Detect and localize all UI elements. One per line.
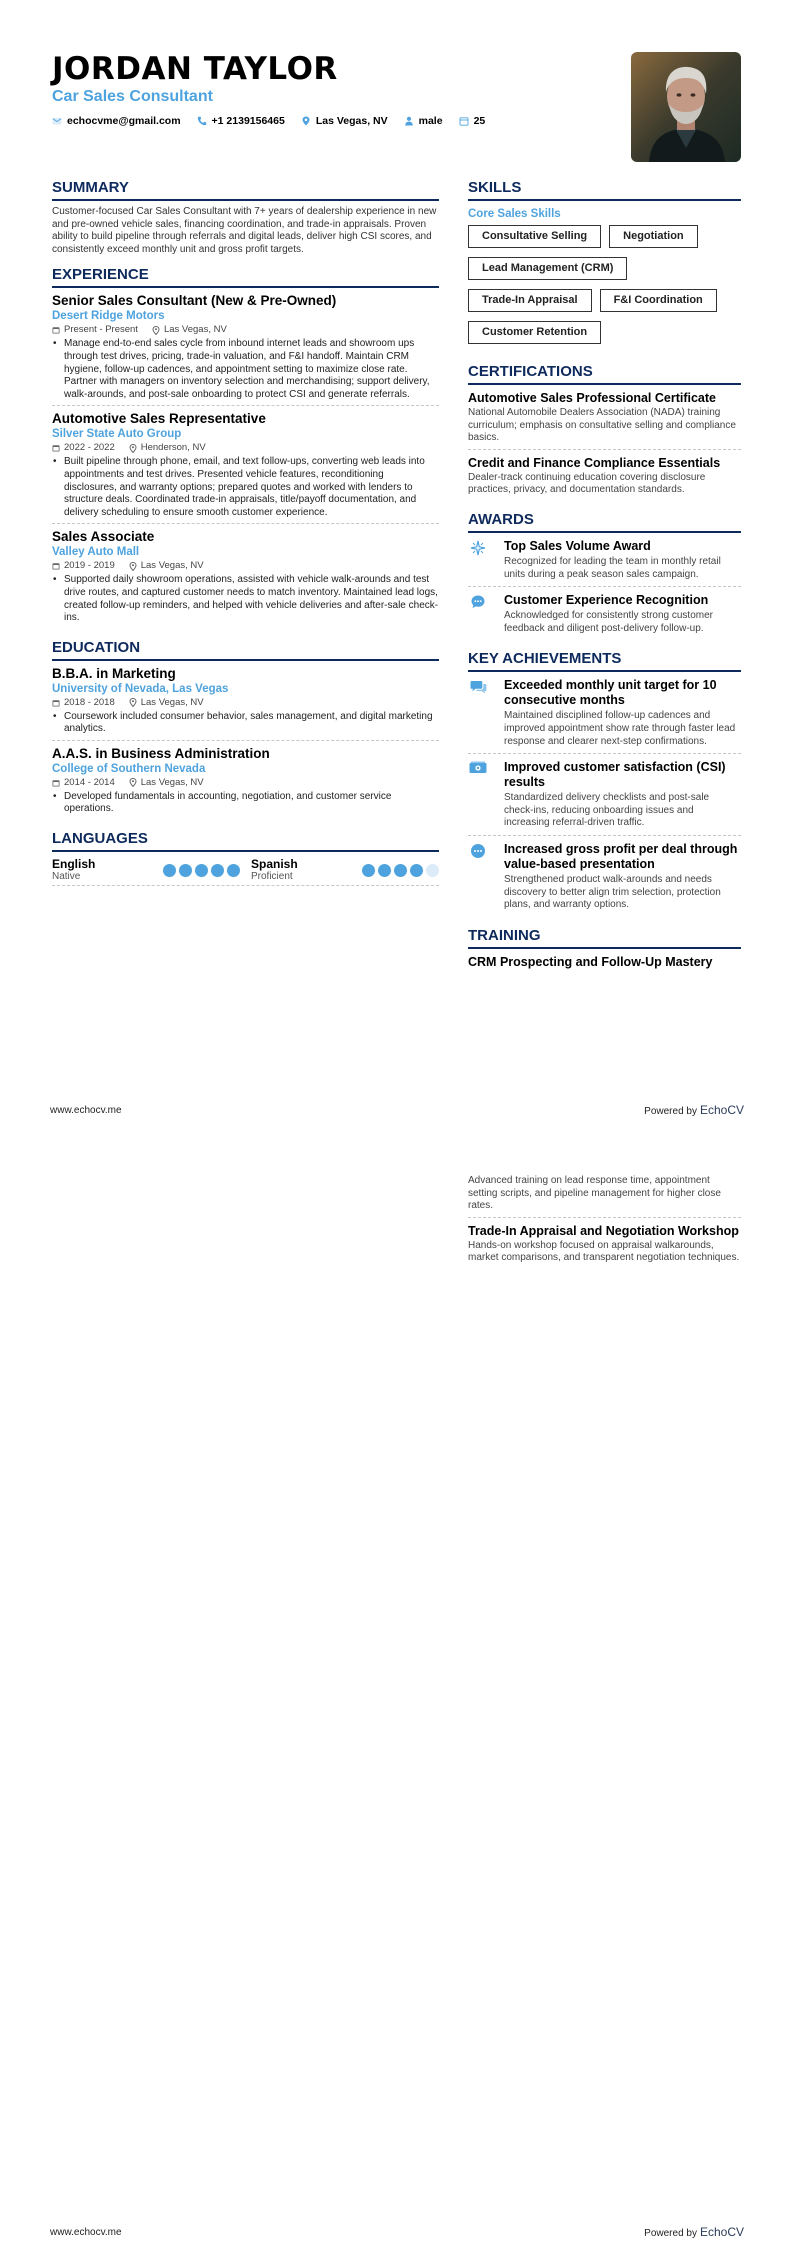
entry-meta [52, 442, 439, 454]
rating-dot-filled [362, 864, 375, 877]
resume-header [52, 52, 612, 128]
entry-bullets [52, 456, 439, 519]
money-icon [468, 761, 488, 781]
end-date: 2022 [93, 442, 115, 454]
location-text: Henderson, NV [140, 442, 206, 454]
location-text: Las Vegas, NV [140, 696, 204, 708]
calendar-icon [52, 779, 60, 787]
award-item [468, 533, 741, 587]
contact-row [52, 114, 612, 128]
calendar-icon [52, 326, 60, 334]
bullet-item: • Manage end-to-end sales cycle from inbound internet leads and showroom ups through test drives, pricing, trade-in valuation, and F&I handoff. Maintain CRM hygiene, follow-up cadences, and appointment setting to maximize close rate. Partner with managers on inventory selection and merchandising; support delivery, walk-arounds, and post-sale onboarding to protect CSI and generate referrals. [52, 338, 439, 401]
training-item [468, 1218, 741, 1269]
contact-age [459, 114, 486, 128]
entry-organization: University of Nevada, Las Vegas [52, 682, 229, 695]
map-pin-icon [129, 444, 137, 453]
contact-phone[interactable] [197, 114, 285, 128]
start-date: 2018 [64, 696, 86, 708]
entry-dates: 2019 - 2019 [52, 560, 115, 572]
experience-entry [52, 524, 439, 628]
end-date: Present [105, 324, 138, 336]
language-name: Spanish [251, 857, 298, 872]
training-item-continued [468, 1175, 741, 1218]
certifications-heading: CERTIFICATIONS [468, 363, 741, 385]
rating-dot-filled [211, 864, 224, 877]
certification-desc: Dealer-track continuing education covering disclosure practices, privacy, and documentation standards. [468, 471, 706, 496]
rating-dot-filled [378, 864, 391, 877]
start-date: Present [64, 324, 97, 336]
entry-title: B.B.A. in Marketing [52, 665, 176, 681]
entry-title: Automotive Sales Representative [52, 411, 266, 427]
rating-dot-filled [394, 864, 407, 877]
rating-dot-filled [410, 864, 423, 877]
education-entry [52, 741, 439, 820]
summary-text: Customer-focused Car Sales Consultant with 7+ years of dealership experience in new and pre-owned vehicle sales, financing coordination, and trade-in appraisals. Proven ability to build pipeline through referrals and digital leads, deliver high CSI scores, and consistently exceed monthly unit and gross profit targets. [52, 206, 437, 255]
map-pin-icon [301, 116, 311, 126]
certification-item [468, 450, 741, 501]
education-heading: EDUCATION [52, 639, 439, 661]
skill-tag: Lead Management (CRM) [468, 257, 627, 280]
brand-logo[interactable]: EchoCV [699, 2225, 744, 2239]
location-text: Las Vegas, NV [315, 115, 388, 127]
calendar-icon [52, 444, 60, 452]
achievement-item [468, 836, 741, 917]
entry-bullets [52, 791, 439, 816]
entry-location [129, 697, 204, 709]
profile-photo [631, 52, 741, 162]
entry-organization: Valley Auto Mall [52, 546, 140, 559]
bullet-item: • Developed fundamentals in accounting, negotiation, and customer service operations. [52, 791, 439, 816]
skill-tag: Consultative Selling [468, 225, 601, 248]
entry-organization: Desert Ridge Motors [52, 310, 165, 323]
training-title: CRM Prospecting and Follow-Up Mastery [468, 954, 713, 969]
certification-title: Automotive Sales Professional Certificate [468, 391, 716, 405]
gender-text: male [418, 115, 443, 127]
language-item [251, 857, 439, 883]
skills-group-title: Core Sales Skills [468, 208, 561, 220]
training-desc: Advanced training on lead response time, appointment setting scripts, and pipeline management for higher close rates. [468, 1175, 721, 1212]
languages-section [52, 830, 439, 886]
award-desc: Acknowledged for consistently strong customer feedback and diligent post-delivery follow-up. [504, 610, 713, 634]
language-rating [359, 864, 439, 877]
certification-desc: National Automobile Dealers Association (NADA) training curriculum; emphasis on consultative selling and compliance basics. [468, 407, 736, 444]
powered-by-text: Powered by [644, 1106, 697, 1117]
end-date: 2014 [93, 776, 115, 788]
award-desc: Recognized for leading the team in monthly retail units during a peak season sales campaign. [504, 555, 721, 580]
entry-organization: Silver State Auto Group [52, 428, 182, 441]
map-pin-icon [129, 778, 137, 787]
envelope-icon [52, 116, 62, 126]
bullet-item: • Coursework included consumer behavior, sales management, and digital marketing analytics. [52, 711, 439, 736]
end-date: 2019 [93, 560, 115, 572]
rating-dot-empty [426, 864, 439, 877]
entry-title: Senior Sales Consultant (New & Pre-Owned) [52, 293, 337, 309]
job-title: Car Sales Consultant [52, 88, 213, 105]
powered-by [644, 1103, 744, 1117]
left-column [52, 179, 439, 896]
language-name: English [52, 857, 96, 872]
achievement-title: Improved customer satisfaction (CSI) results [504, 760, 726, 790]
rating-dot-filled [227, 864, 240, 877]
entry-dates: 2022 - 2022 [52, 442, 115, 454]
awards-section [468, 511, 741, 640]
achievement-item [468, 672, 741, 754]
summary-section [52, 179, 439, 256]
entry-dates: 2018 - 2018 [52, 697, 115, 709]
contact-location [301, 114, 388, 128]
start-date: 2019 [64, 560, 86, 572]
chat-bubble-icon [468, 594, 488, 614]
right-column [468, 179, 741, 984]
entry-meta [52, 324, 439, 336]
experience-section [52, 266, 439, 628]
language-level: Proficient [251, 871, 293, 883]
skill-tags [468, 225, 741, 353]
languages-heading: LANGUAGES [52, 830, 439, 852]
powered-by-text: Powered by [644, 2228, 697, 2239]
training-heading: TRAINING [468, 927, 741, 949]
certifications-section [468, 363, 741, 501]
entry-meta [52, 777, 439, 789]
awards-heading: AWARDS [468, 511, 741, 533]
skills-section [468, 179, 741, 353]
powered-by [644, 2225, 744, 2239]
skills-heading: SKILLS [468, 179, 741, 201]
bullet-item: • Built pipeline through phone, email, and text follow-ups, converting web leads into appointments and test drives. Presented vehicle features, reconditioning disclosures, and warranty options; prepared quotes and worked with lenders to structure deals. Coordinated trade-in appraisals, title/payoff documentation, and delivery scheduling to ensure smooth customer experience. [52, 456, 439, 519]
entry-location [152, 324, 227, 336]
end-date: 2018 [93, 696, 115, 708]
entry-bullets [52, 338, 439, 401]
certification-title: Credit and Finance Compliance Essentials [468, 455, 721, 470]
achievements-heading: KEY ACHIEVEMENTS [468, 650, 741, 672]
rating-dot-filled [179, 864, 192, 877]
contact-gender [404, 114, 443, 128]
map-pin-icon [152, 326, 160, 335]
entry-meta [52, 560, 439, 572]
website-link[interactable]: www.echocv.me [50, 1104, 122, 1116]
page-footer [50, 2225, 744, 2239]
location-text: Las Vegas, NV [140, 560, 204, 572]
email-text: echocvme@gmail.com [67, 115, 181, 127]
training-desc: Hands-on workshop focused on appraisal walkarounds, market comparisons, and transparent negotiation techniques. [468, 1239, 740, 1264]
education-entry [52, 661, 439, 741]
experience-entry [52, 406, 439, 524]
calendar-icon [459, 116, 469, 126]
entry-title: Sales Associate [52, 529, 155, 545]
experience-heading: EXPERIENCE [52, 266, 439, 288]
entry-title: A.A.S. in Business Administration [52, 745, 270, 761]
location-text: Las Vegas, NV [163, 324, 227, 336]
website-link[interactable]: www.echocv.me [50, 2226, 122, 2238]
education-section [52, 639, 439, 820]
map-pin-icon [129, 562, 137, 571]
entry-location [129, 560, 204, 572]
training-section [468, 927, 741, 974]
achievement-title: Increased gross profit per deal through value-based presentation [504, 841, 738, 871]
language-rating [160, 864, 240, 877]
phone-text: +1 2139156465 [211, 115, 285, 127]
entry-organization: College of Southern Nevada [52, 762, 206, 775]
skill-tag: F&I Coordination [600, 289, 717, 312]
award-title: Customer Experience Recognition [504, 593, 709, 608]
entry-bullets [52, 574, 439, 624]
contact-email[interactable] [52, 114, 181, 128]
award-item [468, 587, 741, 640]
skill-tag: Trade-In Appraisal [468, 289, 592, 312]
location-text: Las Vegas, NV [140, 776, 204, 788]
ellipsis-bubble-icon [468, 843, 488, 863]
person-icon [404, 116, 414, 126]
training-item [468, 949, 741, 974]
language-item [52, 857, 240, 883]
summary-heading: SUMMARY [52, 179, 439, 201]
candidate-name: JORDAN TAYLOR [52, 51, 338, 87]
rating-dot-filled [163, 864, 176, 877]
achievements-section [468, 650, 741, 916]
skill-tag: Negotiation [609, 225, 698, 248]
rating-dot-filled [195, 864, 208, 877]
languages-row [52, 852, 439, 886]
achievement-item [468, 754, 741, 836]
award-title: Top Sales Volume Award [504, 538, 651, 553]
training-continued [468, 1174, 741, 1269]
age-text: 25 [473, 115, 486, 127]
skill-tag: Customer Retention [468, 321, 601, 344]
entry-meta [52, 697, 439, 709]
entry-dates: 2014 - 2014 [52, 777, 115, 789]
achievement-desc: Standardized delivery checklists and post-sale check-ins, reducing onboarding issues and increasing referral-driven traffic. [504, 792, 710, 829]
bullet-item: • Supported daily showroom operations, assisted with vehicle walk-arounds and test drive routes, and captured customer needs to match inventory. Maintained lead logs, created follow-up reminders, and helped with vehicle deliveries and after-sale check-ins. [52, 574, 439, 624]
entry-location [129, 777, 204, 789]
phone-icon [197, 116, 207, 126]
entry-dates: Present - Present [52, 324, 138, 336]
start-date: 2014 [64, 776, 86, 788]
map-pin-icon [129, 698, 137, 707]
achievement-title: Exceeded monthly unit target for 10 consecutive months [504, 678, 717, 708]
training-title: Trade-In Appraisal and Negotiation Workshop [468, 1223, 739, 1238]
entry-bullets [52, 711, 439, 736]
achievement-desc: Strengthened product walk-arounds and needs discovery to better align trim selection, protection plans, and warranty options. [504, 873, 721, 911]
sparkle-icon [468, 540, 488, 560]
achievement-desc: Maintained disciplined follow-up cadences and improved appointment show rate through faster lead response and clearer next-step confirmations. [504, 710, 736, 747]
language-level: Native [52, 871, 81, 883]
chat-bubbles-icon [468, 679, 488, 699]
calendar-icon [52, 562, 60, 570]
start-date: 2022 [64, 442, 86, 454]
certification-item [468, 385, 741, 450]
experience-entry [52, 288, 439, 406]
brand-logo[interactable]: EchoCV [699, 1103, 744, 1117]
entry-location [129, 442, 206, 454]
page-footer [50, 1103, 744, 1117]
calendar-icon [52, 699, 60, 707]
